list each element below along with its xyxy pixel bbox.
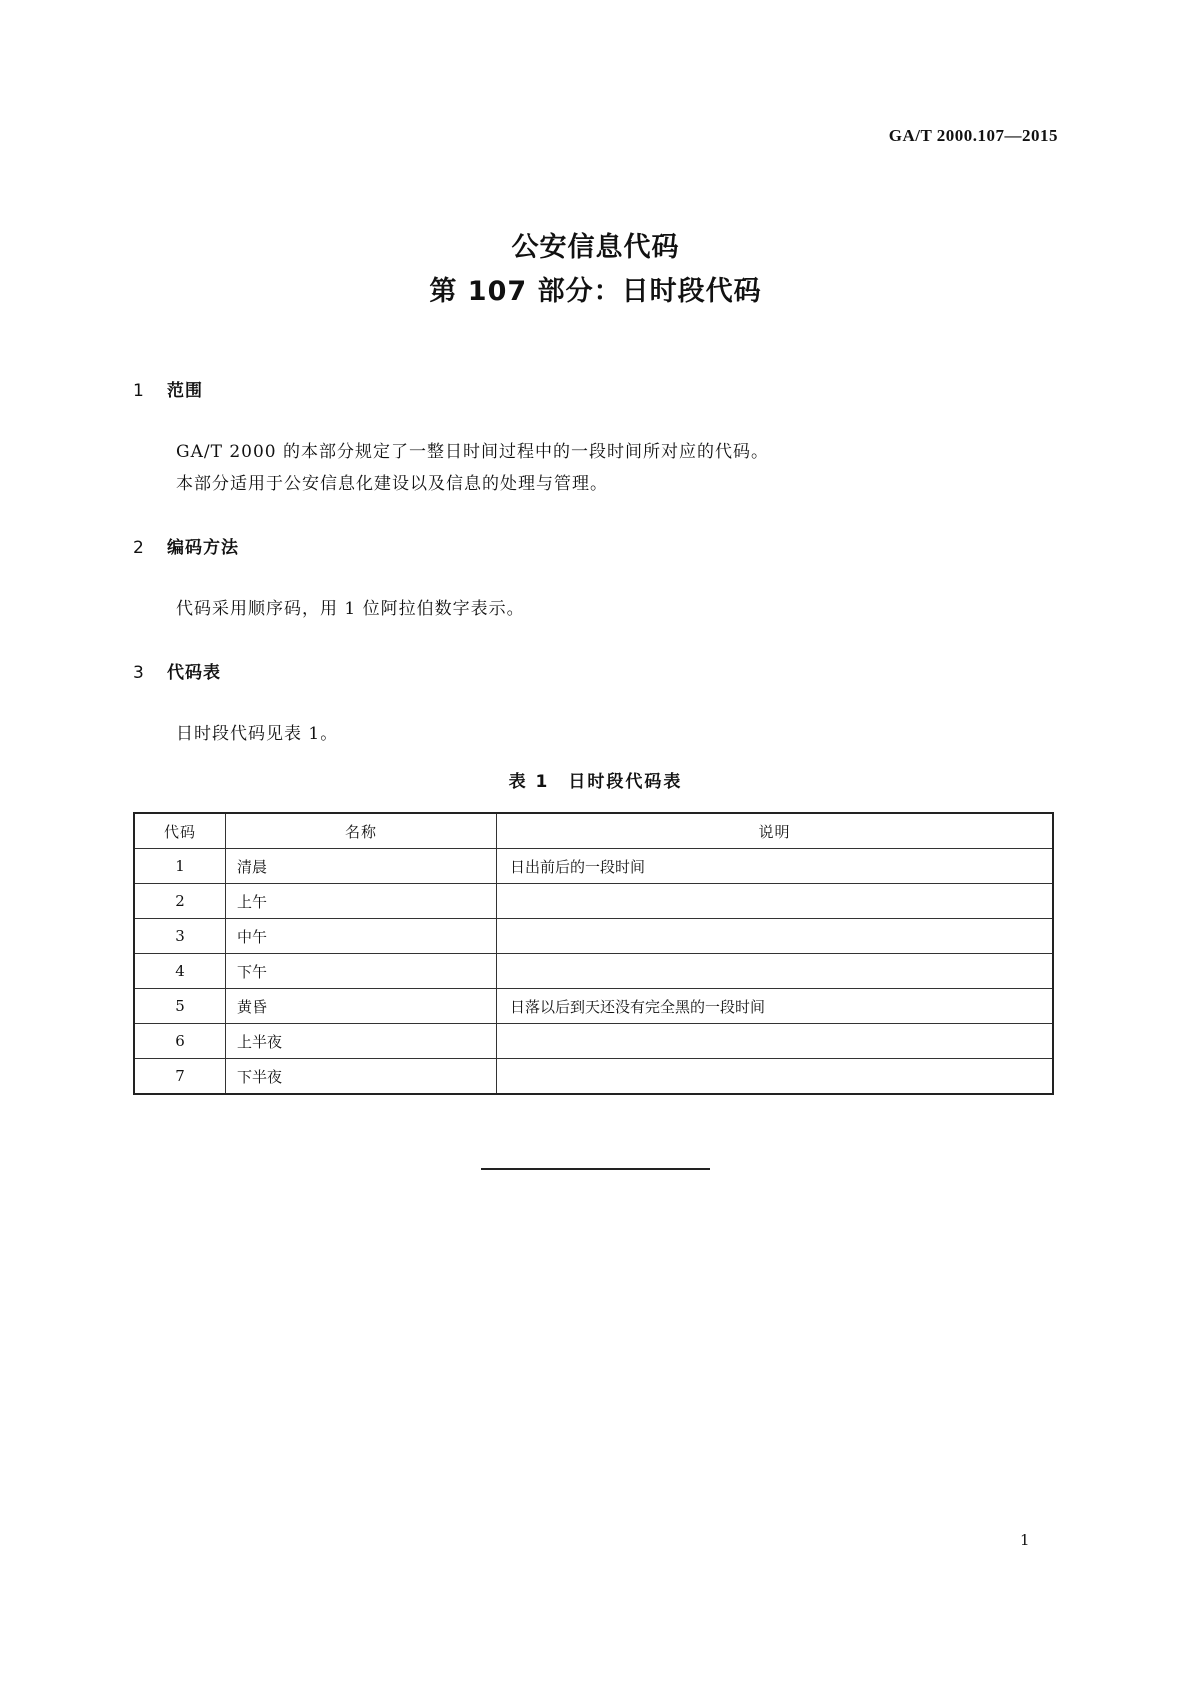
- cell-name: 下午: [226, 954, 497, 989]
- end-rule: [481, 1168, 710, 1170]
- cell-code: 7: [134, 1059, 226, 1095]
- table-row: [134, 919, 1053, 954]
- standard-code: GA/T 2000.107—2015: [888, 126, 1058, 145]
- cell-code: 6: [134, 1024, 226, 1059]
- code-table: [133, 812, 1054, 1095]
- header-code: 代码: [134, 813, 226, 849]
- table-row: [134, 954, 1053, 989]
- cell-description: [497, 954, 1054, 989]
- cell-code: 3: [134, 919, 226, 954]
- table-row: [134, 989, 1053, 1024]
- document-title: [0, 226, 1191, 314]
- section-heading-code-table: [133, 658, 221, 683]
- section-number: 1: [133, 381, 145, 401]
- paragraph: 本部分适用于公安信息化建设以及信息的处理与管理。: [176, 474, 608, 494]
- cell-name: 黄昏: [226, 989, 497, 1024]
- header-name: 名称: [226, 813, 497, 849]
- section-title: 编码方法: [167, 538, 239, 558]
- title-line-1: 公安信息代码: [511, 232, 680, 263]
- paragraph: GA/T 2000 的本部分规定了一整日时间过程中的一段时间所对应的代码。: [176, 442, 769, 462]
- table-caption: 表 1 日时段代码表: [508, 772, 683, 792]
- table-row: [134, 849, 1053, 884]
- paragraph: 代码采用顺序码，用 1 位阿拉伯数字表示。: [176, 599, 525, 619]
- table-header-row: [134, 813, 1053, 849]
- header-description: 说明: [497, 813, 1054, 849]
- cell-name: 上午: [226, 884, 497, 919]
- section-title: 代码表: [167, 663, 221, 683]
- cell-code: 5: [134, 989, 226, 1024]
- paragraph: 日时段代码见表 1。: [176, 724, 339, 744]
- section-number: 3: [133, 663, 145, 683]
- cell-code: 2: [134, 884, 226, 919]
- section-heading-scope: [133, 376, 203, 401]
- cell-name: 中午: [226, 919, 497, 954]
- cell-name: 上半夜: [226, 1024, 497, 1059]
- cell-code: 4: [134, 954, 226, 989]
- cell-description: [497, 884, 1054, 919]
- cell-name: 清晨: [226, 849, 497, 884]
- table-row: [134, 884, 1053, 919]
- section-number: 2: [133, 538, 145, 558]
- cell-description: [497, 1024, 1054, 1059]
- page-number: 1: [1020, 1531, 1030, 1549]
- cell-name: 下半夜: [226, 1059, 497, 1095]
- section-title: 范围: [167, 381, 203, 401]
- title-line-2: 第 107 部分：日时段代码: [429, 276, 762, 307]
- cell-code: 1: [134, 849, 226, 884]
- cell-description: 日落以后到天还没有完全黑的一段时间: [497, 989, 1054, 1024]
- cell-description: [497, 1059, 1054, 1095]
- section-heading-coding-method: [133, 533, 239, 558]
- cell-description: [497, 919, 1054, 954]
- table-row: [134, 1024, 1053, 1059]
- table-row: [134, 1059, 1053, 1095]
- cell-description: 日出前后的一段时间: [497, 849, 1054, 884]
